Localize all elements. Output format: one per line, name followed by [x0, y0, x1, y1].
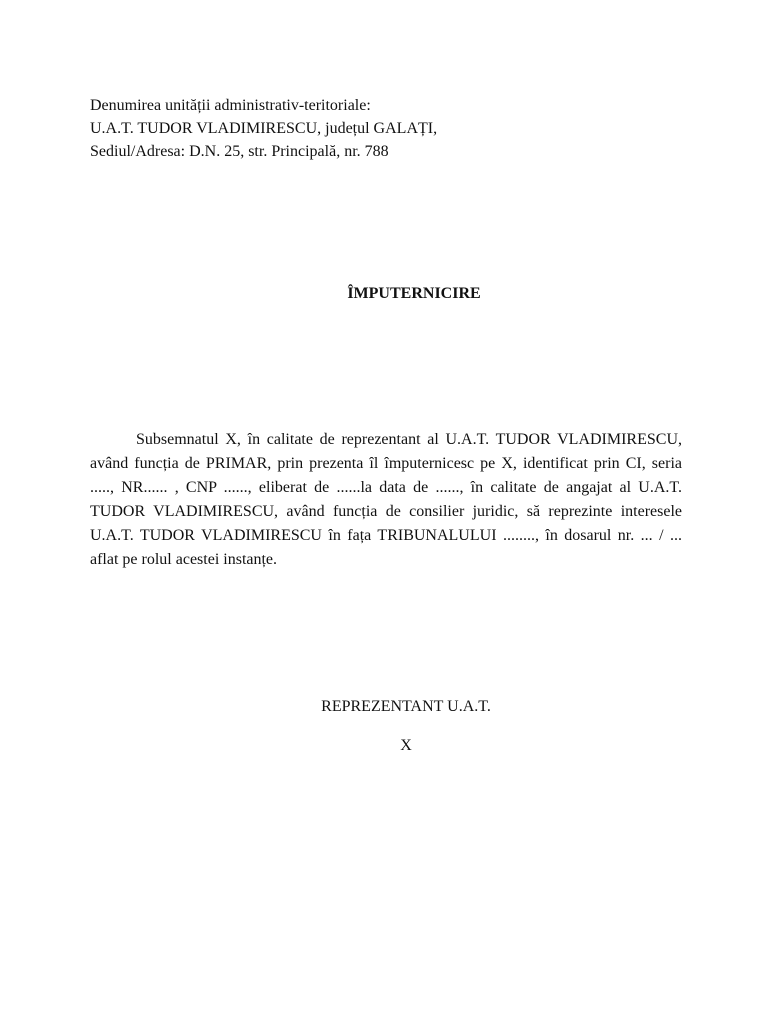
- authorization-paragraph: Subsemnatul X, în calitate de reprezentant al U.A.T. TUDOR VLADIMIRESCU, având funcția de PRIMAR, prin prezenta îl împuternicesc pe X, identificat prin CI, seria ....., NR...... , CNP ......, eliberat de ......la data de ......, în calitate de angajat al U.A.T. TUDOR VLADIMIRESCU, având funcția de consilier juridic, să reprezinte interesele U.A.T. TUDOR VLADIMIRESCU în fața TRIBUNALULUI ........, în dosarul nr. ... / ... aflat pe rolul acestei instanțe.: [90, 431, 682, 568]
- institution-header: [90, 94, 690, 163]
- document-title: ÎMPUTERNICIRE: [347, 285, 481, 302]
- signature-label: REPREZENTANT U.A.T.: [321, 698, 491, 715]
- header-address: Sediul/Adresa: D.N. 25, str. Principală, nr. 788: [90, 143, 389, 160]
- header-unit-label: Denumirea unității administrativ-teritoriale:: [90, 97, 371, 114]
- header-unit-name: U.A.T. TUDOR VLADIMIRESCU, județul GALAȚI,: [90, 120, 438, 137]
- signature-name: X: [400, 737, 412, 754]
